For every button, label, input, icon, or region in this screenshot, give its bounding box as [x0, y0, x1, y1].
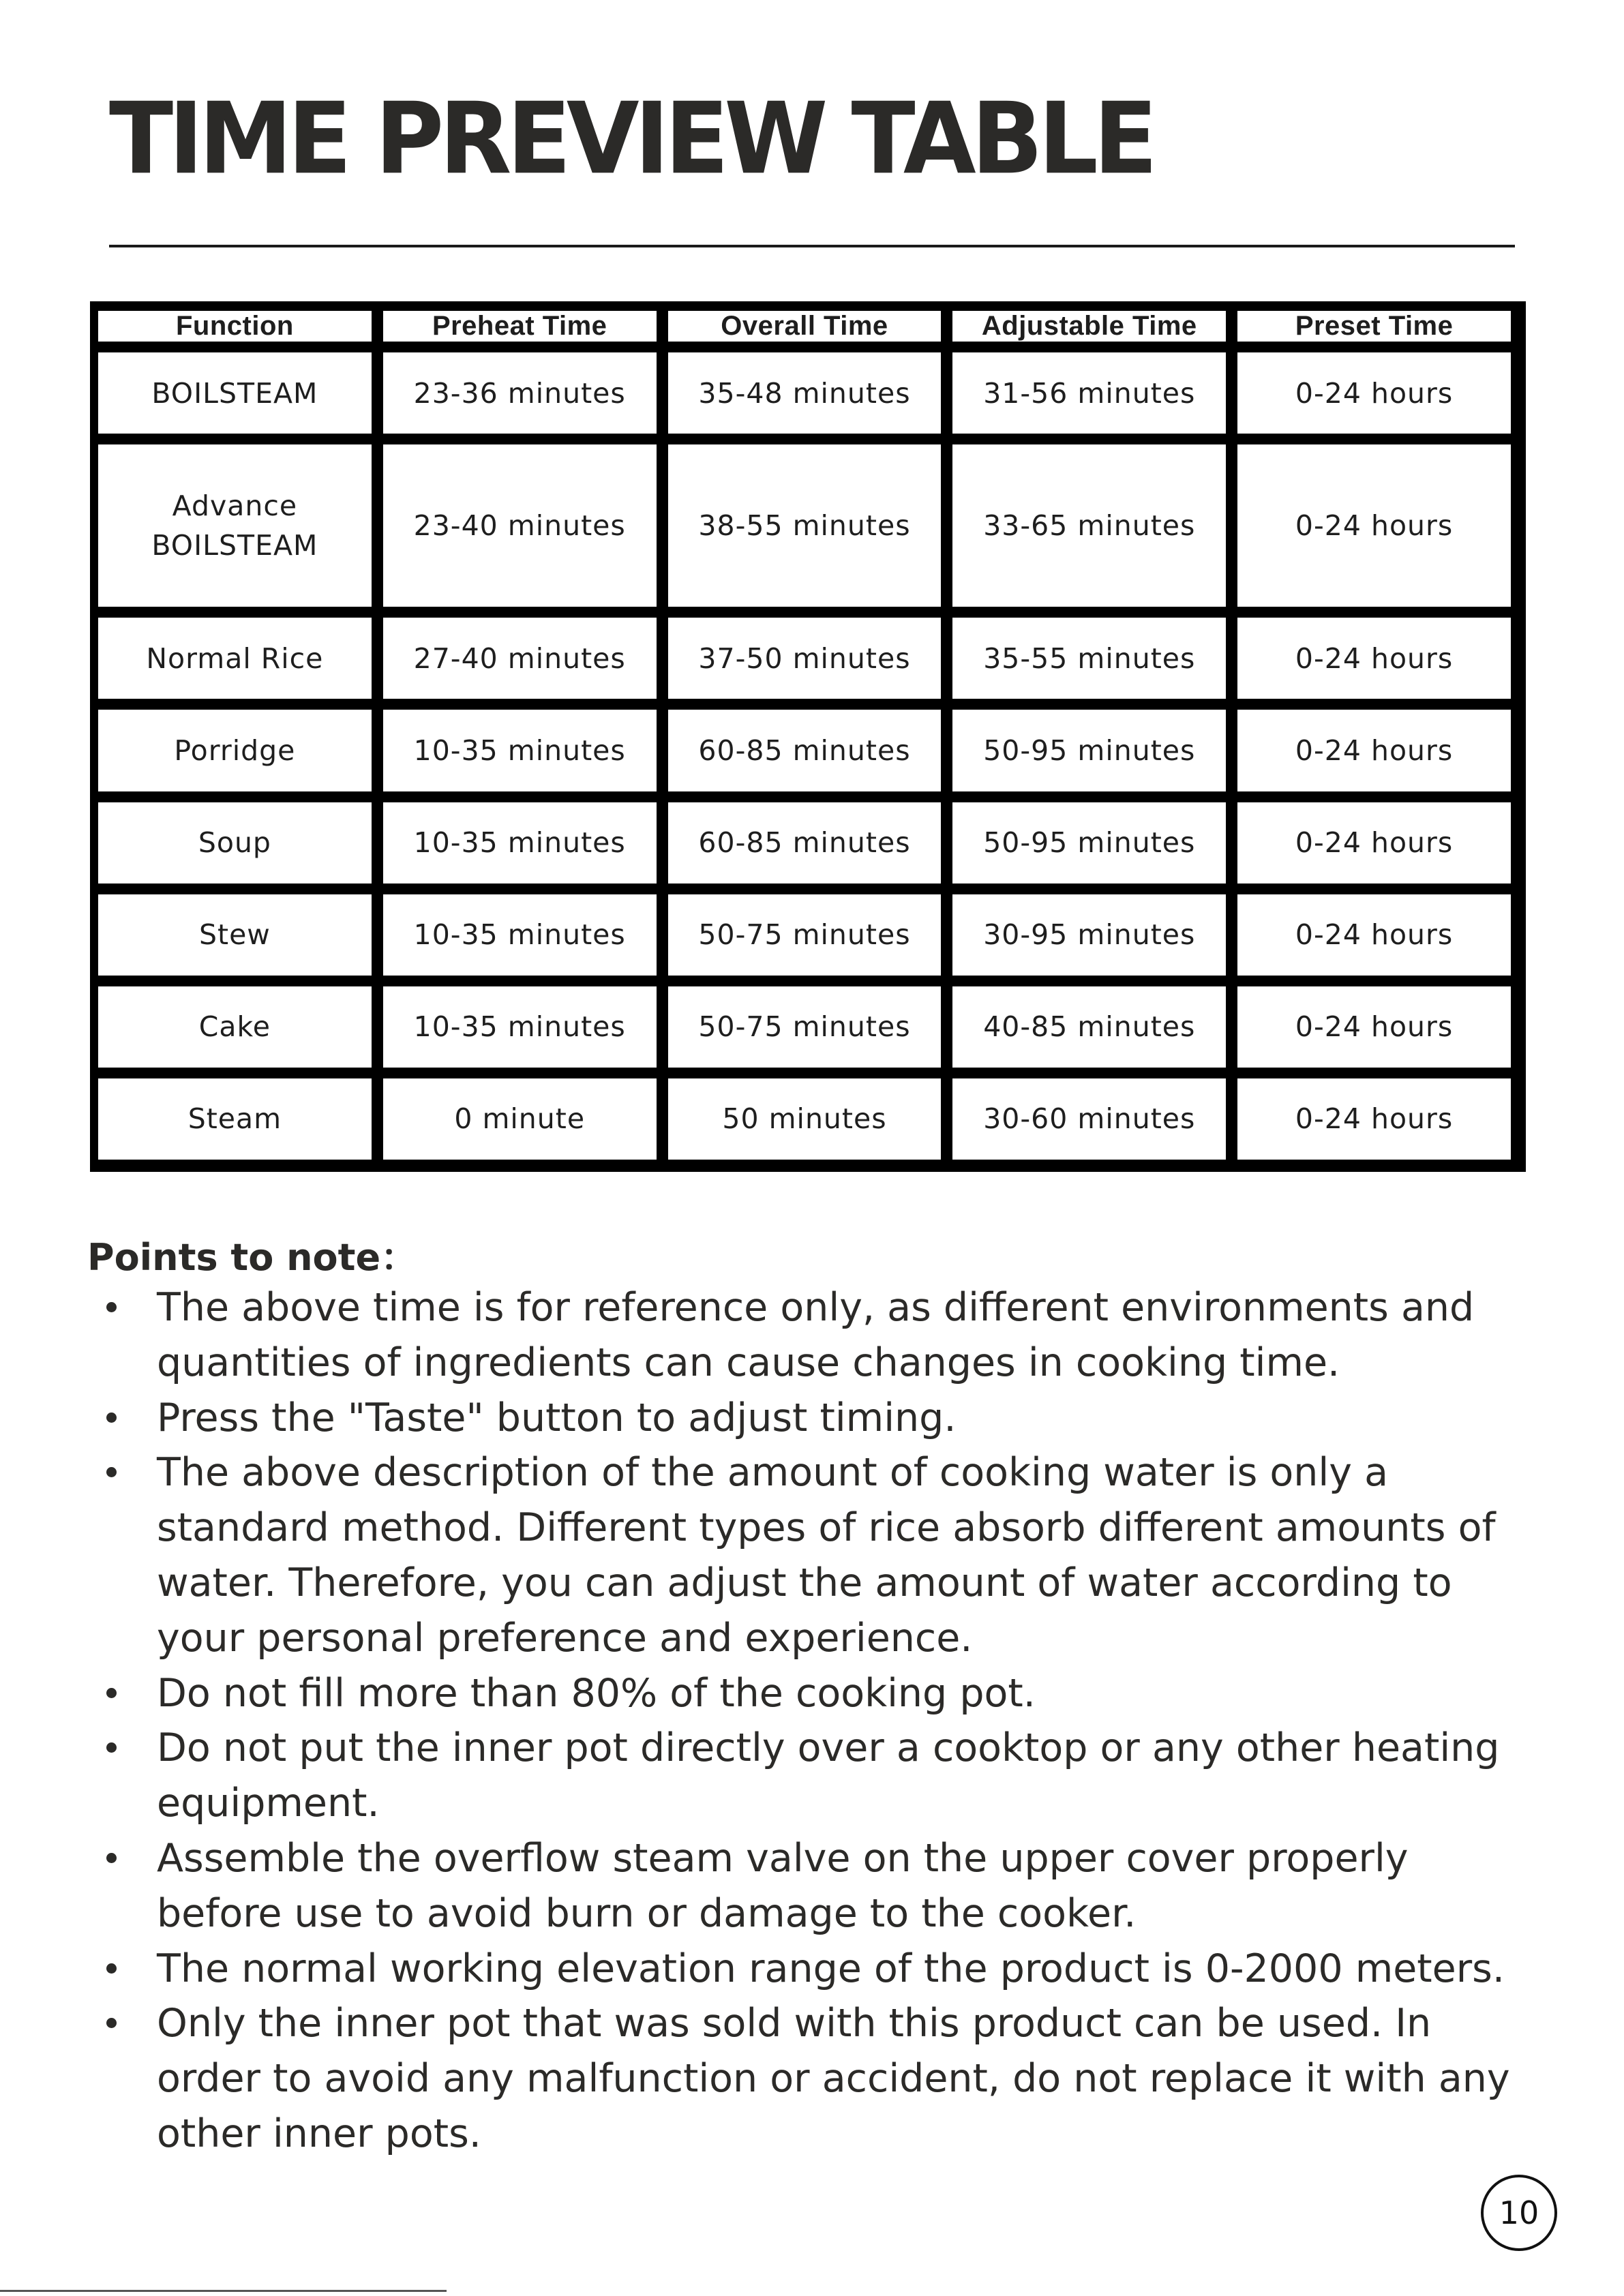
time-preview-table	[90, 301, 1526, 1172]
cell-function: BOILSTEAM	[98, 352, 372, 434]
bullet-icon	[106, 1688, 117, 1698]
cell-preheat: 10-35 minutes	[383, 894, 657, 976]
list-item	[157, 1445, 1533, 1665]
header-overall-time: Overall Time	[668, 311, 942, 342]
list-item	[157, 1996, 1533, 2161]
table-row	[98, 352, 1511, 434]
table-row	[98, 802, 1511, 883]
cell-preset: 0-24 hours	[1237, 894, 1511, 976]
cell-overall: 50-75 minutes	[668, 894, 942, 976]
cell-preheat: 27-40 minutes	[383, 618, 657, 699]
cell-overall: 50-75 minutes	[668, 986, 942, 1068]
note-text: Only the inner pot that was sold with this product can be used. In order to avoid any malfunction or accident, do not replace it with any other inner pots.	[157, 2001, 1510, 2156]
table-header-row	[98, 311, 1511, 342]
cell-preheat: 0 minute	[383, 1078, 657, 1160]
note-text: Do not fill more than 80% of the cooking pot.	[157, 1670, 1036, 1716]
cell-overall: 35-48 minutes	[668, 352, 942, 434]
bullet-icon	[106, 1853, 117, 1863]
cell-preset: 0-24 hours	[1237, 710, 1511, 791]
bullet-icon	[106, 1467, 117, 1477]
cell-overall: 38-55 minutes	[668, 444, 942, 607]
bullet-icon	[106, 1742, 117, 1753]
title-divider	[109, 245, 1515, 247]
cell-function: Soup	[98, 802, 372, 883]
header-preheat-time: Preheat Time	[383, 311, 657, 342]
cell-adjustable: 50-95 minutes	[952, 710, 1226, 791]
cell-preset: 0-24 hours	[1237, 444, 1511, 607]
cell-preheat: 10-35 minutes	[383, 802, 657, 883]
cell-function: Steam	[98, 1078, 372, 1160]
table-row	[98, 894, 1511, 976]
cell-adjustable: 30-95 minutes	[952, 894, 1226, 976]
cell-overall: 37-50 minutes	[668, 618, 942, 699]
list-item	[157, 1721, 1533, 1831]
cell-preset: 0-24 hours	[1237, 1078, 1511, 1160]
notes-heading: Points to note：	[87, 1236, 418, 1279]
header-function: Function	[98, 311, 372, 342]
page-number: 10	[1481, 2175, 1557, 2251]
cell-overall: 60-85 minutes	[668, 710, 942, 791]
cell-preset: 0-24 hours	[1237, 986, 1511, 1068]
list-item	[157, 1666, 1533, 1721]
list-item	[157, 1942, 1533, 1997]
cell-adjustable: 31-56 minutes	[952, 352, 1226, 434]
note-text: The normal working elevation range of the product is 0-2000 meters.	[157, 1946, 1505, 1991]
cell-function: Advance BOILSTEAM	[98, 444, 372, 607]
bullet-icon	[106, 1413, 117, 1423]
table-row	[98, 444, 1511, 607]
bullet-icon	[106, 1302, 117, 1312]
page-title: TIME PREVIEW TABLE	[109, 80, 1154, 196]
cell-adjustable: 30-60 minutes	[952, 1078, 1226, 1160]
table-row	[98, 986, 1511, 1068]
cell-preheat: 10-35 minutes	[383, 986, 657, 1068]
cell-overall: 50 minutes	[668, 1078, 942, 1160]
header-preset-time: Preset Time	[1237, 311, 1511, 342]
cell-overall: 60-85 minutes	[668, 802, 942, 883]
header-adjustable-time: Adjustable Time	[952, 311, 1226, 342]
cell-preset: 0-24 hours	[1237, 618, 1511, 699]
table-row	[98, 1078, 1511, 1160]
note-text: Assemble the overflow steam valve on the upper cover properly before use to avoid burn or damage to the cooker.	[157, 1835, 1409, 1936]
list-item	[157, 1831, 1533, 1942]
cell-preset: 0-24 hours	[1237, 352, 1511, 434]
footer-line	[0, 2290, 447, 2292]
cell-function: Stew	[98, 894, 372, 976]
cell-adjustable: 33-65 minutes	[952, 444, 1226, 607]
note-text: The above time is for reference only, as different environments and quantities of ingredients can cause changes in cooking time.	[157, 1285, 1475, 1385]
cell-preheat: 23-36 minutes	[383, 352, 657, 434]
list-item	[157, 1391, 1533, 1446]
cell-preheat: 23-40 minutes	[383, 444, 657, 607]
note-text: The above description of the amount of cooking water is only a standard method. Different types of rice absorb different amounts of water. Therefore, you can adjust the amount of water according to your personal preference and experience.	[157, 1450, 1496, 1661]
cell-adjustable: 40-85 minutes	[952, 986, 1226, 1068]
notes-list	[87, 1280, 1533, 2162]
note-text: Press the "Taste" button to adjust timing.	[157, 1395, 957, 1440]
cell-function: Porridge	[98, 710, 372, 791]
cell-adjustable: 35-55 minutes	[952, 618, 1226, 699]
note-text: Do not put the inner pot directly over a cooktop or any other heating equipment.	[157, 1725, 1500, 1826]
cell-preset: 0-24 hours	[1237, 802, 1511, 883]
cell-preheat: 10-35 minutes	[383, 710, 657, 791]
bullet-icon	[106, 2018, 117, 2028]
cell-function: Normal Rice	[98, 618, 372, 699]
bullet-icon	[106, 1963, 117, 1974]
cell-adjustable: 50-95 minutes	[952, 802, 1226, 883]
table-row	[98, 618, 1511, 699]
list-item	[157, 1280, 1533, 1391]
cell-function: Cake	[98, 986, 372, 1068]
table-row	[98, 710, 1511, 791]
